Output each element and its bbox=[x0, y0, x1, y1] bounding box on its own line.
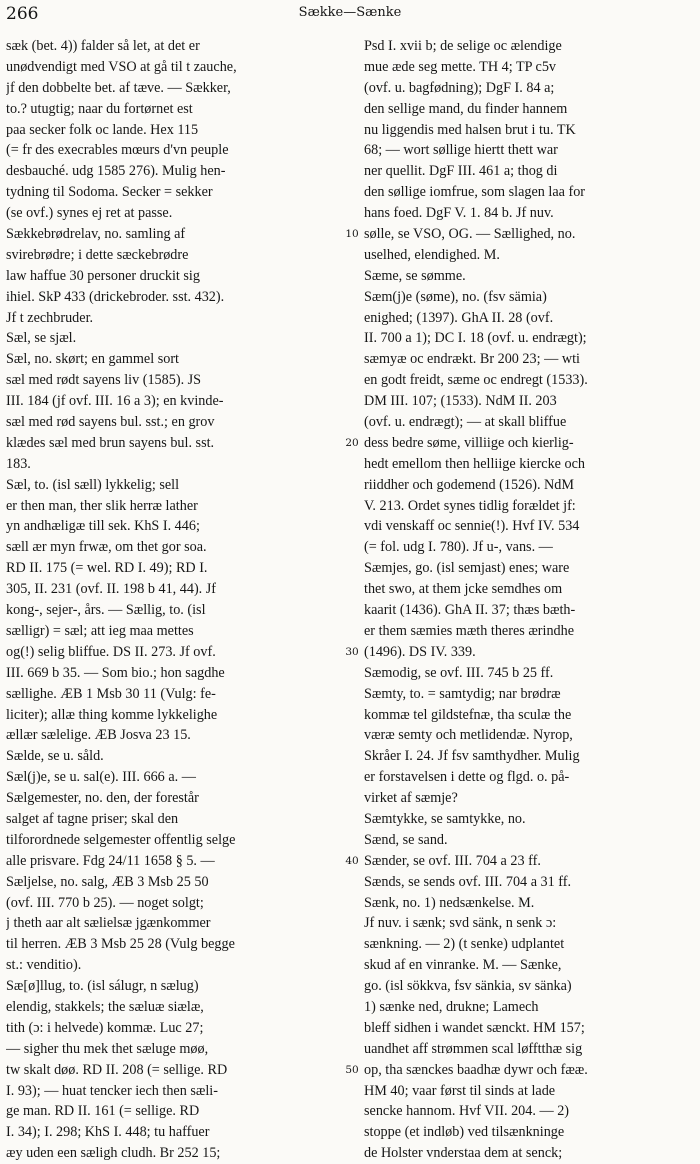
left-column-line: og(!) selig bliffue. DS II. 273. Jf ovf. bbox=[6, 643, 216, 660]
left-column-line: ge man. RD II. 161 (= sellige. RD bbox=[6, 1103, 200, 1120]
line-number bbox=[342, 287, 362, 308]
line-number bbox=[342, 1039, 362, 1060]
left-column-line: ællær sælelige. ÆB Josva 23 15. bbox=[6, 727, 191, 744]
left-column-line: I. 34); I. 298; KhS I. 448; tu haffuer bbox=[6, 1124, 210, 1141]
line-numbers bbox=[342, 36, 362, 1164]
left-column-line: Sæl, no. skørt; en gammel sort bbox=[6, 351, 180, 368]
line-number bbox=[342, 537, 362, 558]
line-number bbox=[342, 976, 362, 997]
left-column bbox=[6, 36, 338, 1164]
right-column-line: go. (isl sökkva, fsv sänkia, sv sänka) bbox=[364, 978, 572, 995]
left-column-line: unødvendigt med VSO at gå til t zauche, bbox=[6, 58, 237, 75]
right-column-line: mue æde seg mette. TH 4; TP c5v bbox=[364, 58, 557, 75]
right-column bbox=[364, 36, 696, 1164]
left-column-line: alle prisvare. Fdg 24/11 1658 § 5. — bbox=[6, 852, 215, 869]
right-column-line: den søllige iomfrue, som slagen laa for bbox=[364, 184, 586, 201]
left-column-line: Sæ[ø]llug, to. (isl sálugr, n sælug) bbox=[6, 978, 199, 995]
line-number bbox=[342, 600, 362, 621]
left-column-line: 183. bbox=[6, 455, 31, 472]
left-column-line: sæl med rød sayens bul. sst.; en grov bbox=[6, 414, 215, 431]
right-column-line: Sæmjes, go. (isl semjast) enes; ware bbox=[364, 560, 570, 577]
line-number bbox=[342, 496, 362, 517]
line-number bbox=[342, 746, 362, 767]
right-column-line: (ovf. u. bagfødning); DgF I. 84 a; bbox=[364, 79, 555, 96]
left-column-line: svirebrødre; i dette sæckebrødre bbox=[6, 246, 189, 263]
left-column-line: Sæl(j)e, se u. sal(e). III. 666 a. — bbox=[6, 769, 196, 786]
right-column-line: er them sæmies mæth theres ærindhe bbox=[364, 622, 575, 639]
right-column-line: bleff sidhen i wandet sænckt. HM 157; bbox=[364, 1019, 585, 1036]
line-number bbox=[342, 872, 362, 893]
line-number bbox=[342, 809, 362, 830]
left-column-line: (ovf. III. 770 b 25). — noget solgt; bbox=[6, 894, 204, 911]
line-number bbox=[342, 934, 362, 955]
page-number: 266 bbox=[6, 4, 39, 24]
line-number bbox=[342, 140, 362, 161]
left-column-line: desbauché. udg 1585 276). Mulig hen- bbox=[6, 163, 226, 180]
right-column-line: ner quellit. DgF III. 461 a; thog di bbox=[364, 163, 558, 180]
line-number bbox=[342, 36, 362, 57]
line-number: 30 bbox=[345, 645, 359, 658]
right-column-line: Psd I. xvii b; de selige oc ælendige bbox=[364, 38, 562, 54]
line-number bbox=[342, 57, 362, 78]
left-column-line: tydning til Sodoma. Secker = sekker bbox=[6, 184, 213, 201]
line-number bbox=[342, 997, 362, 1018]
left-column-line: tw skalt døø. RD II. 208 (= sellige. RD bbox=[6, 1061, 228, 1078]
right-column-line: II. 700 a 1); DC I. 18 (ovf. u. endrægt); bbox=[364, 330, 587, 347]
left-column-line: ihiel. SkP 433 (drickebroder. sst. 432). bbox=[6, 288, 225, 305]
right-column-line: Sænds, se sends ovf. III. 704 a 31 ff. bbox=[364, 873, 572, 890]
line-number bbox=[342, 955, 362, 976]
left-column-line: til herren. ÆB 3 Msb 25 28 (Vulg begge bbox=[6, 936, 235, 953]
line-number bbox=[342, 516, 362, 537]
right-column-line: 1) sænke ned, drukne; Lamech bbox=[364, 998, 539, 1015]
left-column-line: liciter); allæ thing komme lykkelighe bbox=[6, 706, 218, 723]
line-number bbox=[342, 788, 362, 809]
left-column-line: sæl med rødt sayens liv (1585). JS bbox=[6, 372, 202, 389]
right-column-line: Sænk, no. 1) nedsænkelse. M. bbox=[364, 894, 535, 911]
line-number bbox=[342, 579, 362, 600]
left-column-line: er then man, ther slik herræ lather bbox=[6, 497, 198, 514]
left-column-line: Sæljelse, no. salg, ÆB 3 Msb 25 50 bbox=[6, 873, 209, 890]
left-column-line: Sæl, se sjæl. bbox=[6, 330, 77, 347]
right-column-line: stoppe (et indløb) ved tilsænkninge bbox=[364, 1124, 565, 1141]
line-number bbox=[342, 684, 362, 705]
right-column-line: riiddher och godemend (1526). NdM bbox=[364, 476, 575, 493]
line-number: 40 bbox=[345, 854, 359, 867]
left-column-line: Sælgemester, no. den, der forestår bbox=[6, 790, 199, 807]
right-column-line: Jf nuv. i sænk; svd sänk, n senk ɔ: bbox=[364, 915, 557, 932]
line-number bbox=[342, 266, 362, 287]
left-column-line: sæk (bet. 4)) falder så let, at det er bbox=[6, 38, 200, 54]
right-column-line: kommæ tel gildstefnæ, tha sculæ the bbox=[364, 706, 572, 723]
running-head: Sække—Sænke bbox=[298, 5, 402, 20]
right-column-line: Sænd, se sand. bbox=[364, 831, 448, 848]
right-column-line: nu liggendis med halsen brut i tu. TK bbox=[364, 121, 576, 138]
right-column-line: 68; — wort søllige hiertt thett war bbox=[364, 142, 558, 159]
right-column-line: hans foed. DgF V. 1. 84 b. Jf nuv. bbox=[364, 205, 554, 222]
right-column-line: uandhet aff strømmen scal løfftthæ sig bbox=[364, 1040, 583, 1057]
line-number bbox=[342, 78, 362, 99]
left-column-line: jf den dobbelte bet. af tæve. — Sækker, bbox=[6, 79, 231, 96]
left-column-line: Sælde, se u. såld. bbox=[6, 748, 104, 765]
line-number bbox=[342, 705, 362, 726]
line-number bbox=[342, 328, 362, 349]
line-number bbox=[342, 1101, 362, 1122]
right-column-line: Sænder, se ovf. III. 704 a 23 ff. bbox=[364, 852, 541, 869]
right-column-line: virket af sæmje? bbox=[364, 790, 458, 807]
line-number bbox=[342, 1143, 362, 1164]
left-column-line: st.: venditio). bbox=[6, 957, 82, 974]
right-column-line: Sæme, se sømme. bbox=[364, 267, 466, 284]
right-column-line: en godt freidt, sæme oc endregt (1533). bbox=[364, 372, 588, 389]
right-column-line: skud af en vinranke. M. — Sænke, bbox=[364, 957, 562, 974]
right-column-line: (ovf. u. endrægt); — at skall bliffue bbox=[364, 414, 567, 431]
left-column-line: III. 669 b 35. — Som bio.; hon sagdhe bbox=[6, 664, 225, 681]
line-number bbox=[342, 621, 362, 642]
right-column-line: sencke hannom. Hvf VII. 204. — 2) bbox=[364, 1103, 570, 1120]
left-column-line: sælligr) = sæl; att ieg maa mettes bbox=[6, 622, 194, 639]
left-column-line: — sigher thu mek thet sæluge møø, bbox=[6, 1040, 209, 1057]
left-column-line: Jf t zechbruder. bbox=[6, 309, 94, 326]
left-column-line: to.? utugtig; naar du fortørnet est bbox=[6, 100, 193, 117]
left-column-line: RD II. 175 (= wel. RD I. 49); RD I. bbox=[6, 560, 208, 577]
right-column-line: Sæmty, to. = samtydig; nar brødræ bbox=[364, 685, 561, 702]
left-column-line: sællighe. ÆB 1 Msb 30 11 (Vulg: fe- bbox=[6, 685, 216, 702]
left-column-line: j theth aar alt sælielsæ jgænkommer bbox=[6, 915, 211, 932]
right-column-line: de Holster vnderstaa dem at senck; bbox=[364, 1145, 563, 1162]
line-number bbox=[342, 391, 362, 412]
line-number bbox=[342, 1018, 362, 1039]
right-column-line: op, tha sænckes baadhæ dywr och fææ. bbox=[364, 1061, 588, 1078]
line-number bbox=[342, 893, 362, 914]
right-column-line: sæmyæ oc endrækt. Br 200 23; — wti bbox=[364, 351, 580, 368]
line-number bbox=[342, 182, 362, 203]
line-number bbox=[342, 1081, 362, 1102]
right-column-line: Skråer I. 24. Jf fsv samthydher. Mulig bbox=[364, 748, 580, 765]
right-column-line: vdi venskaff oc sennie(!). Hvf IV. 534 bbox=[364, 518, 580, 535]
right-column-line: DM III. 107; (1533). NdM II. 203 bbox=[364, 393, 557, 410]
left-column-line: tith (ɔ: i helvede) kommæ. Luc 27; bbox=[6, 1019, 204, 1036]
left-column-line: Sækkebrødrelav, no. samling af bbox=[6, 226, 186, 243]
right-column-line: er forstavelsen i dette og flgd. o. på- bbox=[364, 769, 570, 786]
right-column-line: sænkning. — 2) (t senke) udplantet bbox=[364, 936, 565, 953]
left-column-line: sæll ær myn frwæ, om thet gor soa. bbox=[6, 539, 207, 556]
right-column-line: den sellige mand, du finder hannem bbox=[364, 100, 568, 117]
line-number bbox=[342, 370, 362, 391]
line-number bbox=[342, 663, 362, 684]
line-number: 10 bbox=[345, 228, 359, 241]
right-column-line: (1496). DS IV. 339. bbox=[364, 643, 476, 660]
left-column-line: Sæl, to. (isl sæll) lykkelig; sell bbox=[6, 476, 180, 493]
line-number bbox=[342, 412, 362, 433]
left-column-line: (= fr des execrables mœurs d'vn peuple bbox=[6, 142, 229, 159]
left-column-line: klædes sæl med brun sayens bul. sst. bbox=[6, 434, 215, 451]
line-number bbox=[342, 99, 362, 120]
right-column-line: Sæmtykke, se samtykke, no. bbox=[364, 810, 526, 827]
right-column-line: kaarit (1436). GhA II. 37; thæs bæth- bbox=[364, 602, 576, 619]
right-column-line: V. 213. Ordet synes tidlig forældet jf: bbox=[364, 497, 576, 514]
left-column-line: law haffue 30 personer druckit sig bbox=[6, 267, 200, 284]
left-column-line: paa secker folk oc lande. Hex 115 bbox=[6, 121, 199, 138]
line-number bbox=[342, 913, 362, 934]
line-number: 20 bbox=[345, 436, 359, 449]
right-column-line: Sæmodig, se ovf. III. 745 b 25 ff. bbox=[364, 664, 554, 681]
left-column-line: tilforordnede selgemester offentlig selge bbox=[6, 831, 236, 848]
left-column-line: III. 184 (jf ovf. III. 16 a 3); en kvinde- bbox=[6, 393, 224, 410]
right-column-line: sølle, se VSO, OG. — Sællighed, no. bbox=[364, 226, 576, 243]
left-column-line: kong-, sejer-, års. — Sællig, to. (isl bbox=[6, 602, 206, 619]
left-column-line: I. 93); — huat tencker iech then sæli- bbox=[6, 1082, 218, 1099]
left-column-line: 305, II. 231 (ovf. II. 198 b 41, 44). Jf bbox=[6, 581, 217, 598]
right-column-line: uselhed, elendighed. M. bbox=[364, 246, 500, 263]
right-column-line: thet swo, at them jcke semdhes om bbox=[364, 581, 563, 598]
left-column-line: (se ovf.) synes ej ret at passe. bbox=[6, 205, 173, 222]
line-number: 50 bbox=[345, 1063, 359, 1076]
right-column-line: hedt emellom then helliige kiercke och bbox=[364, 455, 586, 472]
left-column-line: salget af tagne priser; skal den bbox=[6, 810, 179, 827]
right-column-line: enighed; (1397). GhA II. 28 (ovf. bbox=[364, 309, 554, 326]
line-number bbox=[342, 767, 362, 788]
line-number bbox=[342, 830, 362, 851]
right-column-line: væræ semty och metlidendæ. Nyrop, bbox=[364, 727, 573, 744]
right-column-line: Sæm(j)e (søme), no. (fsv sämia) bbox=[364, 288, 547, 305]
line-number bbox=[342, 475, 362, 496]
left-column-line: elendig, stakkels; the sæluæ siælæ, bbox=[6, 998, 204, 1015]
line-number bbox=[342, 161, 362, 182]
right-column-line: HM 40; vaar først til sinds at lade bbox=[364, 1082, 556, 1099]
line-number bbox=[342, 120, 362, 141]
line-number bbox=[342, 245, 362, 266]
line-number bbox=[342, 454, 362, 475]
left-column-line: yn andhæligæ till sek. KhS I. 446; bbox=[6, 518, 200, 535]
right-column-line: dess bedre søme, villiige och kierlig- bbox=[364, 434, 574, 451]
line-number bbox=[342, 558, 362, 579]
line-number bbox=[342, 203, 362, 224]
left-column-line: æy uden een sæligh cludh. Br 252 15; bbox=[6, 1145, 221, 1162]
right-column-line: (= fol. udg I. 780). Jf u-, vans. — bbox=[364, 539, 553, 556]
line-number bbox=[342, 1122, 362, 1143]
line-number bbox=[342, 725, 362, 746]
line-number bbox=[342, 349, 362, 370]
line-number bbox=[342, 308, 362, 329]
